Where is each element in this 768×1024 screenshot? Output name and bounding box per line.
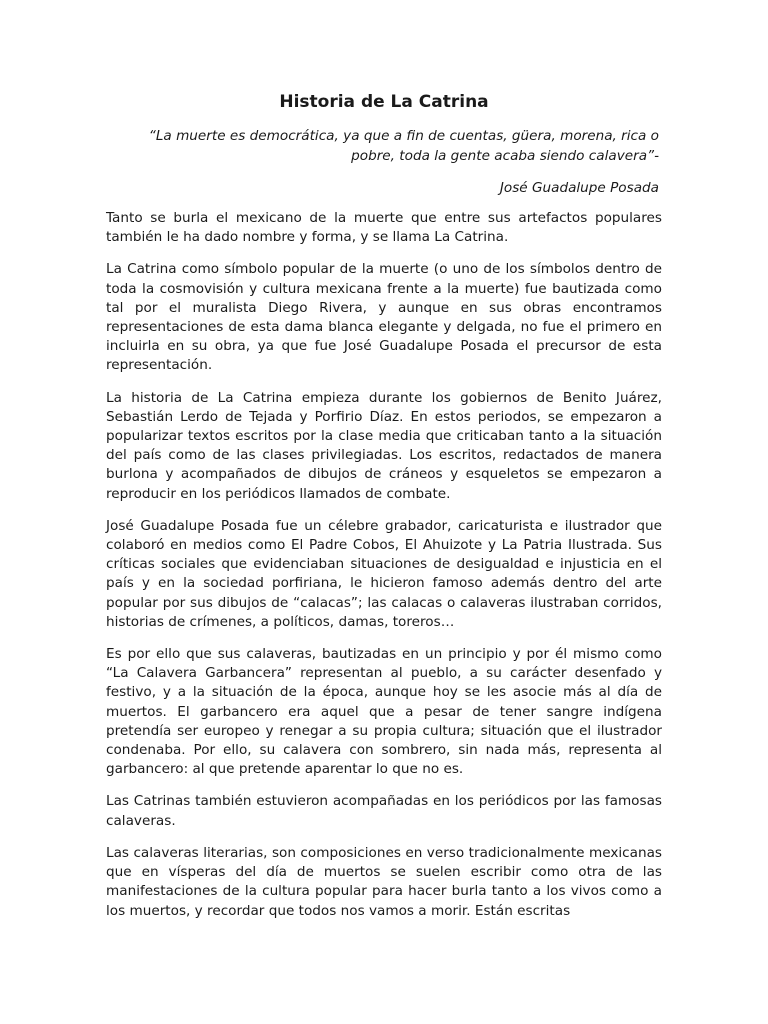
epigraph-author: José Guadalupe Posada <box>499 180 659 196</box>
document-title: Historia de La Catrina <box>279 92 489 112</box>
paragraph: Es por ello que sus calaveras, bautizadas en un principio y por él mismo como “La Calavera Garbancera” representan al pueblo, a su carácter desenfado y festivo, y a la situación de la época, aunque hoy se les asocie más al día de muertos. El garbancero era aquel que a pesar de tener sangre indígena pretendía ser europeo y renegar a su propia cultura; situación que el ilustrador condenaba. Por ello, su calavera con sombrero, sin nada más, representa al garbancero: al que pretende aparentar lo que no es. <box>106 646 662 778</box>
document-body <box>106 209 662 934</box>
epigraph-quote: “La muerte es democrática, ya que a fin de cuentas, güera, morena, rica o pobre, toda la gente acaba siendo calavera”- <box>148 128 659 164</box>
paragraph: La historia de La Catrina empieza durante los gobiernos de Benito Juárez, Sebastián Lerdo de Tejada y Porfirio Díaz. En estos periodos, se empezaron a popularizar textos escritos por la clase media que criticaban tanto a la situación del país como de las clases privilegiadas. Los escritos, redactados de manera burlona y acompañados de dibujos de cráneos y esqueletos se empezaron a reproducir en los periódicos llamados de combate. <box>106 389 662 502</box>
paragraph: José Guadalupe Posada fue un célebre grabador, caricaturista e ilustrador que colaboró en medios como El Padre Cobos, El Ahuizote y La Patria Ilustrada. Sus críticas sociales que evidenciaban situaciones de desigualdad e injusticia en el país y en la sociedad porfiriana, le hicieron famoso además dentro del arte popular por sus dibujos de “calacas”; las calacas o calaveras ilustraban corridos, historias de crímenes, a políticos, damas, toreros… <box>106 517 662 630</box>
paragraph: Las calaveras literarias, son composiciones en verso tradicionalmente mexicanas que en vísperas del día de muertos se suelen escribir como otra de las manifestaciones de la cultura popular para hacer burla tanto a los vivos como a los muertos, y recordar que todos nos vamos a morir. Están escritas <box>106 844 662 919</box>
paragraph: La Catrina como símbolo popular de la muerte (o uno de los símbolos dentro de toda la cosmovisión y cultura mexicana frente a la muerte) fue bautizada como tal por el muralista Diego Rivera, y aunque en sus obras encontramos representaciones de esta dama blanca elegante y delgada, no fue el primero en incluirla en su obra, ya que fue José Guadalupe Posada el precursor de esta representación. <box>106 261 662 374</box>
paragraph: Las Catrinas también estuvieron acompañadas en los periódicos por las famosas calaveras. <box>106 793 662 829</box>
paragraph: Tanto se burla el mexicano de la muerte que entre sus artefactos populares también le ha dado nombre y forma, y se llama La Catrina. <box>106 210 662 246</box>
